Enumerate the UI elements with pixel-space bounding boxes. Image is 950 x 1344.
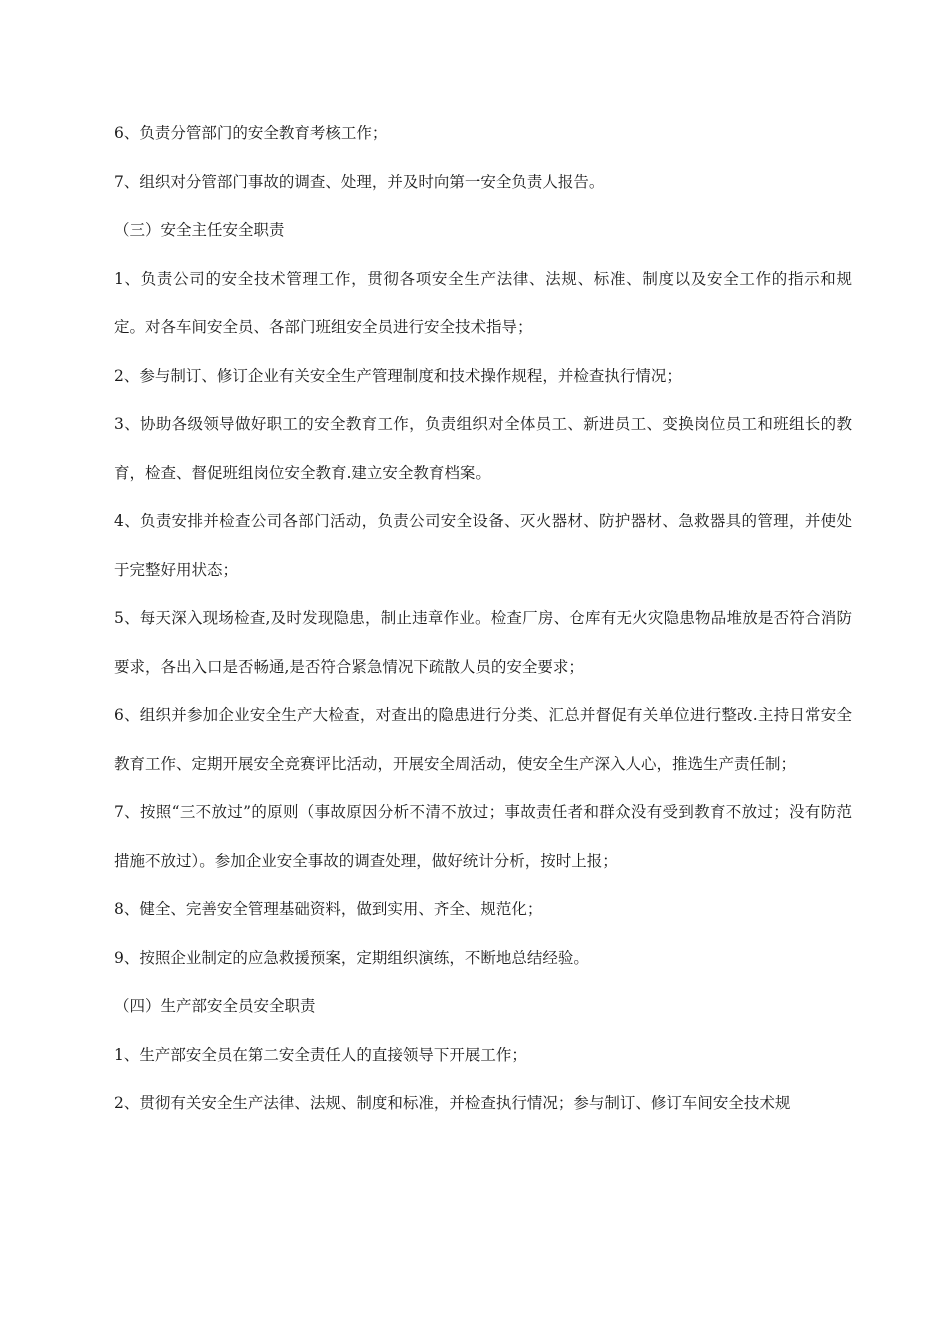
director-duty-4: 4、负责安排并检查公司各部门活动，负责公司安全设备、灭火器材、防护器材、急救器具的管理，并使处于完整好用状态；	[114, 512, 852, 579]
section-heading-production-safety-officer: （四）生产部安全员安全职责	[114, 997, 316, 1015]
director-duty-6: 6、组织并参加企业安全生产大检查，对查出的隐患进行分类、汇总并督促有关单位进行整改.主持日常安全教育工作、定期开展安全竞赛评比活动，开展安全周活动，使安全生产深入人心，推选生产责任制；	[114, 706, 852, 773]
paragraph-item-7: 7、组织对分管部门事故的调查、处理，并及时向第一安全负责人报告。	[114, 172, 605, 191]
paragraph-item-6: 6、负责分管部门的安全教育考核工作；	[114, 124, 388, 142]
officer-duty-1: 1、生产部安全员在第二安全责任人的直接领导下开展工作；	[114, 1045, 527, 1064]
director-duty-9: 9、按照企业制定的应急救援预案，定期组织演练，不断地总结经验。	[114, 948, 589, 967]
section-heading-safety-director: （三）安全主任安全职责	[114, 221, 285, 239]
director-duty-8: 8、健全、完善安全管理基础资料，做到实用、齐全、规范化；	[114, 900, 543, 918]
director-duty-3: 3、协助各级领导做好职工的安全教育工作，负责组织对全体员工、新进员工、变换岗位员工和班组长的教育，检查、督促班组岗位安全教育.建立安全教育档案。	[114, 415, 852, 482]
director-duty-2: 2、参与制订、修订企业有关安全生产管理制度和技术操作规程，并检查执行情况；	[114, 366, 682, 385]
director-duty-1: 1、负责公司的安全技术管理工作，贯彻各项安全生产法律、法规、标准、制度以及安全工作的指示和规定。对各车间安全员、各部门班组安全员进行安全技术指导；	[114, 269, 852, 336]
director-duty-7: 7、按照“三不放过”的原则（事故原因分析不清不放过；事故责任者和群众没有受到教育不放过；没有防范措施不放过）。参加企业安全事故的调查处理，做好统计分析，按时上报；	[114, 803, 852, 870]
officer-duty-2: 2、贯彻有关安全生产法律、法规、制度和标准，并检查执行情况；参与制订、修订车间安全技术规	[114, 1094, 791, 1112]
document-body	[114, 109, 852, 1128]
director-duty-5: 5、每天深入现场检查,及时发现隐患，制止违章作业。检查厂房、仓库有无火灾隐患物品堆放是否符合消防要求，各出入口是否畅通,是否符合紧急情况下疏散人员的安全要求；	[114, 609, 852, 676]
